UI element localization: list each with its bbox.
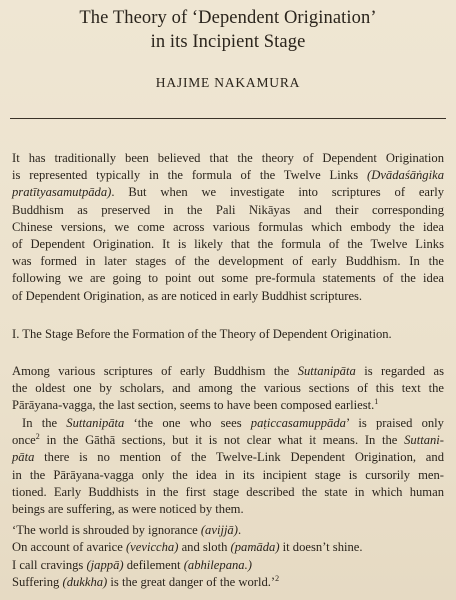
text-line: pratītyasamutpāda). But when we investigate into scriptures of early <box>12 185 444 200</box>
text-line: Buddhism as preserved in the Pali Nikāyas and their corresponding <box>12 202 444 217</box>
verse-quote <box>12 522 444 592</box>
paper-title <box>0 6 456 54</box>
text-line: in the Pārāyana-vagga only the idea in its incipient stage is cursorily men- <box>12 467 444 482</box>
text-line: of Dependent Origination. It is likely that the formula of the Twelve Links <box>12 237 444 252</box>
text-line: tioned. Early Buddhists in the first stage described the state in which human <box>12 484 444 499</box>
text-line: once$^2$ in the Gāthā sections, but it is not clear what it means. In the Suttani- <box>12 432 444 448</box>
text-line: pāta there is no mention of the Twelve-Link Dependent Origination, and <box>12 450 444 465</box>
text-line: of Dependent Origination, as are noticed in early Buddhist scriptures. <box>12 288 363 303</box>
title-divider <box>10 118 446 119</box>
text-line: the oldest one by scholars, and among the various sections of this text the <box>12 381 444 396</box>
text-line: Among various scriptures of early Buddhism the Suttanipāta is regarded as <box>12 364 445 378</box>
verse-line: ‘The world is shrouded by ignorance (avijjā). <box>12 523 242 537</box>
title-line-2: in its Incipient Stage <box>150 32 306 52</box>
text-line: Chinese versions, we come across various formulas which embody the idea <box>12 219 444 234</box>
text-line: It has traditionally been believed that the theory of Dependent Origination <box>12 151 444 165</box>
verse-line: Suffering (dukkha) is the great danger of the world.’$^2$ <box>12 574 280 590</box>
text-line: beings are suffering, as were noticed by them. <box>12 502 244 517</box>
text-line: following we are going to point out some pre-formula statements of the idea <box>12 271 444 286</box>
title-line-1: The Theory of ‘Dependent Origination’ <box>79 8 377 28</box>
footnote-ref: 2 <box>35 432 40 442</box>
section-heading: I. The Stage Before the Formation of the Theory of Dependent Origination. <box>12 327 392 341</box>
text-line: was formed in later stages of the development of early Buddhism. In the <box>12 254 444 269</box>
text-line: is represented typically in the formula of the Twelve Links (Dvādaśāṅgika <box>12 168 444 183</box>
author-name: HAJIME NAKAMURA <box>155 75 301 90</box>
text-line: In the Suttanipāta ‘the one who sees paṭiccasamuppāda’ is praised only <box>22 416 444 430</box>
footnote-ref: 2 <box>275 574 280 584</box>
intro-paragraph <box>12 150 444 305</box>
verse-line: I call cravings (jappā) defilement (abhilepana.) <box>12 557 252 572</box>
verse-line: On account of avarice (veviccha) and sloth (pamāda) it doesn’t shine. <box>12 540 363 555</box>
footnote-ref: 1 <box>374 397 379 407</box>
section-paragraph-1 <box>12 363 444 415</box>
text-line: Pārāyana-vagga, the last section, seems to have been composed earliest.$^1$ <box>12 397 379 413</box>
section-paragraph-2 <box>12 415 444 518</box>
